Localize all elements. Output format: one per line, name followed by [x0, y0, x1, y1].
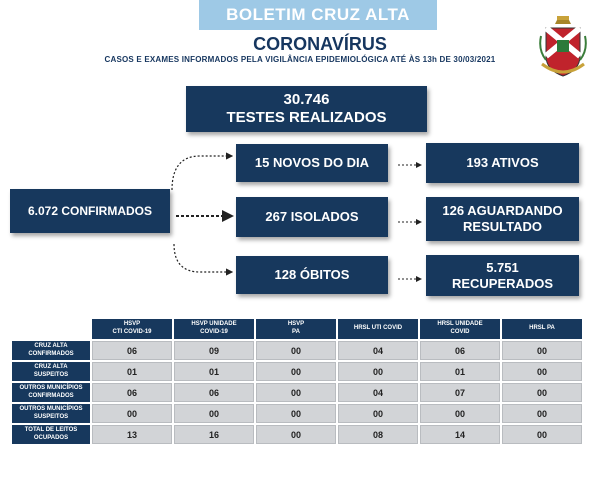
headline: CORONAVÍRUS: [253, 34, 387, 54]
table-cell: 00: [256, 404, 336, 423]
table-cell: 04: [338, 383, 418, 402]
hospital-beds-table: [10, 317, 584, 446]
table-cell: 00: [338, 362, 418, 381]
table-cell: 08: [338, 425, 418, 444]
table-cell: 00: [502, 383, 582, 402]
table-row: [12, 383, 582, 402]
table-cell: 01: [174, 362, 254, 381]
table-row: [12, 425, 582, 444]
table-cell: 00: [420, 404, 500, 423]
table-cell: 13: [92, 425, 172, 444]
table-cell: 06: [420, 341, 500, 360]
table-header-row: [12, 319, 582, 339]
recovered-label: RECUPERADOS: [451, 275, 554, 291]
recovered-box: [426, 255, 579, 296]
awaiting-results-box: [426, 197, 579, 241]
table-cell: 00: [502, 404, 582, 423]
column-header: HRSL UTI COVID: [338, 319, 418, 339]
table-cell: 06: [92, 383, 172, 402]
isolated-box: 267 ISOLADOS: [236, 197, 388, 237]
new-today-box: 15 NOVOS DO DIA: [236, 144, 388, 182]
tests-performed-box: [186, 86, 427, 132]
table-cell: 06: [174, 383, 254, 402]
table-cell: 00: [338, 404, 418, 423]
row-header: CRUZ ALTA SUSPEITOS: [12, 362, 90, 381]
table-cell: 09: [174, 341, 254, 360]
bulletin-banner: BOLETIM CRUZ ALTA: [199, 0, 437, 30]
awaiting-line1: 126 AGUARDANDO: [442, 203, 563, 219]
column-header: HSVP UNIDADE COVID-19: [174, 319, 254, 339]
awaiting-line2: RESULTADO: [463, 219, 542, 234]
city-crest-icon: [538, 14, 588, 80]
table-row: [12, 362, 582, 381]
table-cell: 06: [92, 341, 172, 360]
arrow-to-deaths: [174, 244, 232, 272]
tests-value: 30.746: [283, 91, 330, 108]
recovered-value: 5.751: [486, 259, 519, 275]
table-cell: 00: [256, 362, 336, 381]
row-header: OUTROS MUNICÍPIOS SUSPEITOS: [12, 404, 90, 423]
subheadline: CASOS E EXAMES INFORMADOS PELA VIGILÂNCIA EPIDEMIOLÓGICA ATÉ ÀS 13h DE 30/03/2021: [104, 55, 496, 64]
arrow-to-new-today: [172, 156, 232, 190]
row-header: OUTROS MUNICÍPIOS CONFIRMADOS: [12, 383, 90, 402]
table-cell: 00: [256, 341, 336, 360]
table-cell: 00: [174, 404, 254, 423]
column-header: HRSL UNIDADE COVID: [420, 319, 500, 339]
column-header: HRSL PA: [502, 319, 582, 339]
table-cell: 00: [502, 362, 582, 381]
column-header: HSVP CTI COVID-19: [92, 319, 172, 339]
row-header: TOTAL DE LEITOS OCUPADOS: [12, 425, 90, 444]
tests-label: TESTES REALIZADOS: [226, 109, 387, 126]
row-header: CRUZ ALTA CONFIRMADOS: [12, 341, 90, 360]
table-row: [12, 341, 582, 360]
column-header: HSVP PA: [256, 319, 336, 339]
table-cell: 00: [256, 383, 336, 402]
active-box: 193 ATIVOS: [426, 143, 579, 183]
table-cell: 01: [92, 362, 172, 381]
table-cell: 00: [256, 425, 336, 444]
table-cell: 01: [420, 362, 500, 381]
table-cell: 14: [420, 425, 500, 444]
table-cell: 00: [92, 404, 172, 423]
table-cell: 04: [338, 341, 418, 360]
table-cell: 16: [174, 425, 254, 444]
table-corner: [12, 319, 90, 339]
deaths-box: 128 ÓBITOS: [236, 256, 388, 294]
table-cell: 07: [420, 383, 500, 402]
confirmed-box: 6.072 CONFIRMADOS: [10, 189, 170, 233]
table-cell: 00: [502, 425, 582, 444]
table-cell: 00: [502, 341, 582, 360]
table-row: [12, 404, 582, 423]
